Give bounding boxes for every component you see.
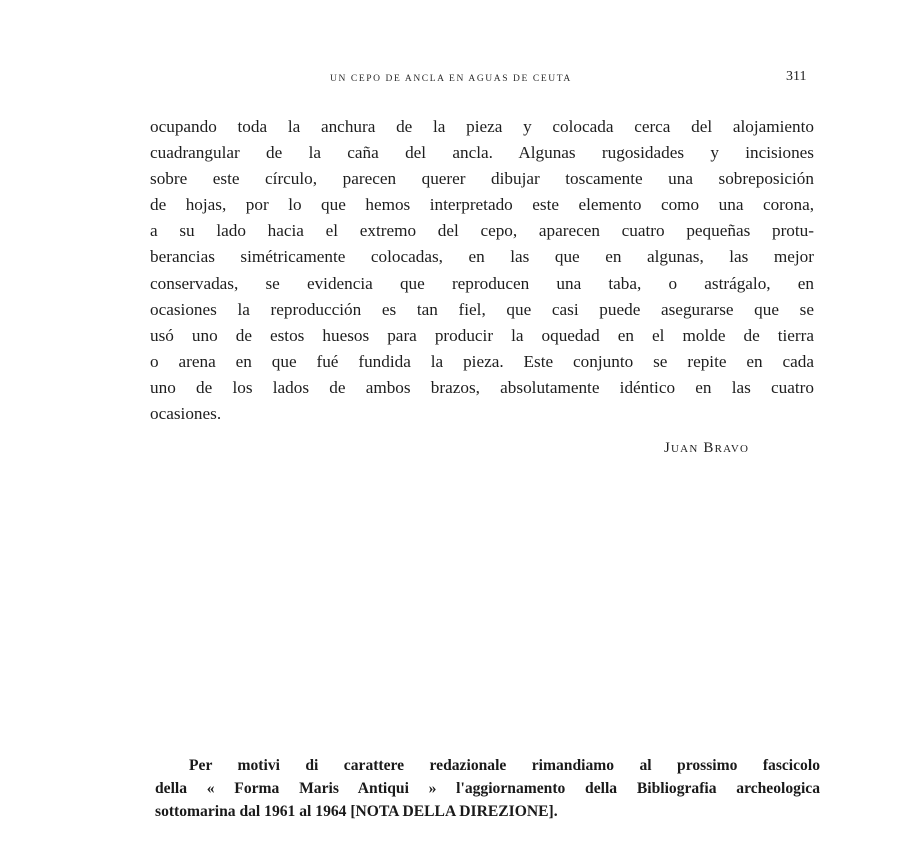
body-line: cuadrangular de la caña del ancla. Algunas rugosidades y incisiones bbox=[150, 143, 814, 163]
note-line: sottomarina dal 1961 al 1964 [NOTA DELLA DIREZIONE]. bbox=[155, 803, 558, 820]
body-line: de hojas, por lo que hemos interpretado este elemento como una corona, bbox=[150, 195, 814, 215]
running-header-title: UN CEPO DE ANCLA EN AGUAS DE CEUTA bbox=[330, 74, 572, 84]
body-line: ocasiones la reproducción es tan fiel, que casi puede asegurarse que se bbox=[150, 299, 814, 319]
editorial-note bbox=[155, 754, 820, 823]
body-line: a su lado hacia el extremo del cepo, aparecen cuatro pequeñas protu- bbox=[150, 221, 814, 241]
body-line: ocupando toda la anchura de la pieza y colocada cerca del alojamiento bbox=[150, 117, 814, 136]
author-signature: Juan Bravo bbox=[664, 440, 750, 456]
body-line: usó uno de estos huesos para producir la oquedad en el molde de tierra bbox=[150, 325, 814, 345]
note-line: Per motivi di carattere redazionale rimandiamo al prossimo fascicolo bbox=[189, 757, 820, 774]
body-line: ocasiones. bbox=[150, 404, 222, 424]
body-line: o arena en que fué fundida la pieza. Este conjunto se repite en cada bbox=[150, 351, 814, 371]
body-line: sobre este círculo, parecen querer dibujar toscamente una sobreposición bbox=[150, 169, 814, 189]
note-line: della « Forma Maris Antiqui » l'aggiornamento della Bibliografia archeologica bbox=[155, 780, 820, 797]
body-line: conservadas, se evidencia que reproducen una taba, o astrágalo, en bbox=[150, 273, 814, 293]
page-number: 311 bbox=[786, 69, 807, 84]
body-line: uno de los lados de ambos brazos, absolutamente idéntico en las cuatro bbox=[150, 377, 814, 397]
body-line: berancias simétricamente colocadas, en las que en algunas, las mejor bbox=[150, 247, 814, 267]
article-body bbox=[150, 114, 814, 427]
